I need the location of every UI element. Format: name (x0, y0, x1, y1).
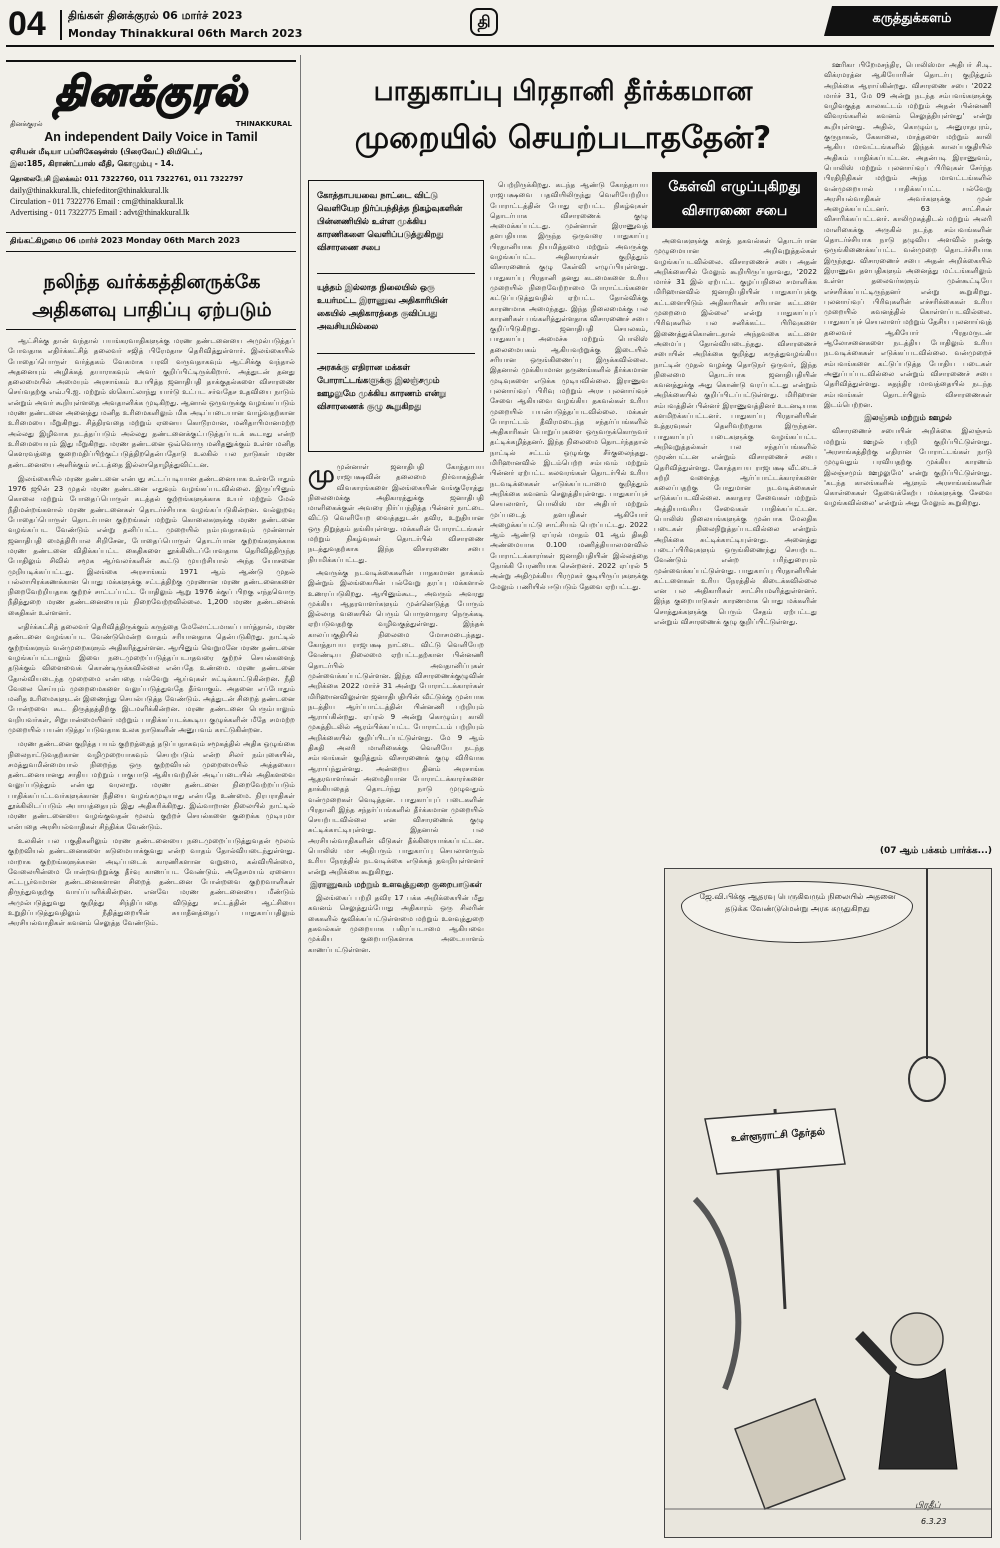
editorial-body (8, 336, 295, 1538)
kicker-line2: விசாரணை சபை (681, 203, 788, 219)
cartoon-noose (909, 1057, 945, 1101)
cartoon-coffin (735, 1399, 845, 1509)
cartoon-drawing (665, 869, 992, 1538)
masthead-title: தினக்குரல் (54, 68, 248, 115)
masthead-email: daily@thinakkural.lk, chiefeditor@thinakkural.lk (10, 186, 169, 195)
main-headline-line1: பாதுகாப்பு பிரதானி தீர்க்கமான (373, 76, 753, 107)
cartoon-caption: ஜே.வி.பிக்கு ஆதரவு பெருகிவரும் நிலையில் அதனை தடுக்க வேண்டுமென்று அரசு கருதுகிறது (699, 892, 896, 913)
story-col4-body: அவைகளுக்கு களத் தகவல்கள் தொடர்பான முழுமையான அறிவுறுத்தல்கள் வழங்கப்படவில்லை. விசாரணைச் சபை அதன் அறிக்கையில் மேலும் கூறியிருப்பதாவது, '2022 மார்ச் 31 இல் ஏற்பட்ட குழப்பநிலை சமாளிக்க மிரிஹானவில் ஜனாதிபதியின் பாதுகாப்புக்கு கட்டளையிடும் அதிகாரிகள் சரியான கட்டளை முறைமை இல்லை' என்று பாதுகாப்புப் பிரிவுகளில் பல சனிக்கட்ட பிரிவுகளை இணைத்துக்கொண்டதால் அந்தவகை கட்டளை அமைப்பு தோல்வியடைந்தது. விசாரணைச் சபையின் அறிக்கை குறித்து கருத்துவழங்கிய நாட்டின் முதல் வழக்கு தொடுநர் ஒருவர், இந்த நிலைமை தொடர்பாக ஜனாதிபதியின் கவனத்துக்கு அது கொண்டு வரப்பட்டது என்றும் அறிக்கையில் குறிப்பிடப்பட்டுள்ளது. மிரிஹான சம்பவத்தின் பின்னர் இராணுவத்தினர் உடனடியாக களமிறக்கப்பட்டனர். பாதுகாப்பு பிரதானியின் உத்தரவுகள் தெளிவற்றதாக இருந்தன. பாதுகாப்புப் படைகளுக்கு வழங்கப்பட்ட அறிவுறுத்தல்கள் பல சந்தர்ப்பங்களில் முரண்பட்டன என்றும் விசாரணைச் சபை தெரிவித்துள்ளது. கோத்தாபய ராஜபக்ஷ வீட்டைச் சுற்றி வளைத்த ஆர்ப்பாட்டக்காரர்களை கலைப்பதற்கு போதுமான நடவடிக்கைகள் எடுக்கப்படவில்லை. சுகாதார சேவைகள் மற்றும் அத்தியாவசிய சேவைகள் பாதிக்கப்பட்டன. பொலிஸ் நிலையங்களுக்கு முன்பாக மேலதிக படைகள் நிலைநிறுத்தப்படவில்லை என்றும் அறிக்கை சுட்டிக்காட்டியுள்ளது. அனைத்து படைப்பிரிவுகளும் ஒருங்கிணைந்து செயற்பட வேண்டும் என்ற பரிந்துரையும் முன்வைக்கப்பட்டுள்ளது. பாதுகாப்பு பிரதானியின் கட்டளைகள் உரிய நேரத்தில் கிடைக்கவில்லை என பல அதிகாரிகள் சாட்சியமளித்துள்ளனர். இந்த குறைபாடுகள் காரணமாக பொது மக்களின் சொத்துக்களுக்கு பெரும் சேதம் ஏற்பட்டது என்றும் விசாரணைக் குழு குறிப்பிட்டுள்ளது. (654, 236, 817, 626)
cartoon-signature: பிரதீப் (915, 1501, 941, 1511)
cartoon-figure-body (879, 1369, 957, 1469)
page-header (0, 0, 1000, 50)
masthead-publisher: ஏசியன் மீடியா பப்ளிகேஷன்ஸ் (பிரைவேட்) லிமிடெட், (10, 147, 203, 156)
masthead (6, 60, 296, 262)
cartoon-tree (695, 1199, 738, 1389)
header-rule (6, 45, 994, 47)
subhead-intelligence: இராணுவம் மற்றும் உளவுத்துறை குறைபாடுகள் (310, 879, 482, 889)
editorial-paragraph-2: இலங்கையில் மரண தண்டனை என்பது சட்டப்படியான தண்டனையாக உள்ளபோதும் 1976 ஜூன் 23 முதல் மரண தண்டனை எதுவும் வழங்கப்படவில்லை. இருப்பினும் கொலை மற்றும் போதைப்பொருள் கடத்தல் குற்றங்களுக்காக உயர் மற்றும் மேல் நீதிமன்றங்களால் மரண தண்டனைகள் தொடர்ச்சியாக வழங்கப்படுகின்றன. வல்லுறவு போதைப்பொருள் தொடர்பான குற்றங்கள் மற்றும் கொலைகளுக்கு மரண தண்டனை வழங்கப்பட வேண்டும் என்று தனிப்பட்ட முறையில் நம்புவதாகவும் முன்னாள் ஜனாதிபதி மைத்திரிபால சிறிசேன, போதைப்பொருள் தொடர்பான குற்றங்களுக்காக மரண தண்டனை விதிக்கப்பட்ட கைதிகளை தூக்கிலிடப்போவதாக தெரிவித்திருந்த போதிலும் சிவில் சமூக ஆர்வலர்களின் கூட்டு முயற்சியால் அந்த யோசனை முறியடிக்கப்பட்டது. இலங்கை அரசாங்கம் 1971 ஆம் ஆண்டு முதல் பல்லாயிரக்கணக்கான பொது மக்களுக்கு சட்டத்திற்கு முரணான மரண தண்டனைகளை நிறைவேற்றியதாக குற்றச் சாட்டப்பட்ட போதிலும் ஆறு 1976 க்குப் பிறகு எந்தவொரு நீதித்துறை மரண தண்டனையையும் நிறைவேற்றவில்லை. 1,200 மரண தண்டனைக் கைதிகள் உள்ளனர். (8, 473, 295, 617)
masthead-phone: தொலைபேசி இலக்கம்: 011 7322760, 011 7322761, 011 7322797 (10, 175, 244, 183)
editorial-headline-box (6, 268, 296, 330)
pull-quote-1: கோத்தாபயவை நாட்டை விட்டு வெளியேற நிர்ப்பந்தித்த நிகழ்வுகளின் பின்னணியில் உள்ள முக்கிய காரணிகளை வெளிப்படுத்துகிறது விசாரணை சபை (317, 190, 463, 252)
pull-quote-divider-2 (317, 353, 475, 354)
kicker-line1: கேள்வி எழுப்புகிறது (668, 179, 801, 195)
cartoon (664, 868, 992, 1538)
header-date-english: Monday Thinakkural 06th March 2023 (68, 27, 303, 40)
editorial-paragraph-1: ஆட்சிக்கு தான் வந்தால் பயங்கரவாதிகளுக்கு மரண தண்டனையை அமுல்படுத்தப் போவதாக எதிர்க்கட்சித் தலைவர் சஜித் பிரேமதாச தெரிவித்துள்ளார். இலங்கையில் போதைப்பொருள் வர்த்தகம் வேகமாக பரவி வருவதாகவும் ஆட்சிக்கு வந்தால் அதனையும் அழிக்கத் தயாராகவும் அவர் குறிப்பிட்டிருக்கிறார். அத்துடன் தனது தலைமையில் அமையும் அரசாங்கம் உபயித்த ஜனாதிபதி தாக்குதல்களை விசாரணை செய்வதற்கு எவ்.பி.ஐ. மற்றும் ஸ்கொட்லாந்து யார்டு உட்பட சர்வதேச உதவியை நாடும் என்றும் அவர் கூறியுள்ளதை அவதானிக்க முடிகிறது. ஆனால் ஒருவருக்கு வழங்கப்படும் மரண தண்டனை அனைத்து மனித உரிமைகளிலும் மிக அடிப்படையான வாழ்வதற்கான உரிமையை மீறுகிறது. சித்திரவதை மற்றும் ஏனைய கொடூரமான, மனிதாபிமானமற்ற அல்லது இழிவாக நடத்தப்படும் அல்லது தண்டனைக்குட்படுத்தப்படக் கூடாது என்ற உரிமையையும் இது மீறுகிறது. மரண தண்டனை ஒவ்வொரு மனிதனுக்கும் உள்ள மனித கௌரவத்தை குறைமதிப்பிற்குட்படுத்திறதென்பதோடு உலகில் பல நாடுகள் மரண தண்டனையை அளிக்கும் சட்டத்தை இல்லாதொழித்துவிட்டன. (8, 336, 295, 469)
subhead-corruption: இலஞ்சம் மற்றும் ஊழல் (864, 413, 952, 423)
story-col3-body: பெற்றிருக்கிறது. கடந்த ஆண்டு கோத்தாபய ராஜபக்ஷவை பதவியிலிருந்து வெளியேற்றிய போராட்டத்தின் போது ஏற்பட்ட நிகழ்வுகள் தொடர்பாக விசாரணைக் குழு அமைக்கப்பட்டது. முன்னாள் இராணுவத் தளபதியாக இருந்த ஒருவரை பாதுகாப்பு பிரதானியாக நியமித்தமை மற்றும் அவருக்கு வழங்கப்பட்ட அதிகாரங்கள் குறித்தும் விசாரணைக் குழு கேள்வி எழுப்பியுள்ளது. பாதுகாப்பு பிரதானி தனது கடமைகளை உரிய முறையில் நிறைவேற்றாமை போராட்டங்களை கட்டுப்படுத்துவதில் ஏற்பட்ட தோல்விக்கு காரணமாக அமைந்தது. இந்த நிலைமைக்கு பல காரணிகள் பங்களித்துள்ளதாக விசாரணைச் சபை குறிப்பிடுகிறது. ஜனாதிபதி செயலகம், பாதுகாப்பு அமைச்சு மற்றும் பொலிஸ் தலைமையகம் ஆகியவற்றுக்கு இடையில் சரியான ஒருங்கிணைப்பு இருக்கவில்லை. இதனால் முக்கியமான தருணங்களில் தீர்க்கமான முடிவுகளை எடுக்க முடியவில்லை. இராணுவ புலனாய்வுப் பிரிவு மற்றும் அரச புலனாய்வுச் சேவை ஆகியவை வழங்கிய தகவல்கள் உரிய முறையில் பயன்படுத்தப்படவில்லை. மக்கள் போராட்டம் தீவிரமடைந்த சந்தர்ப்பங்களில் அதிகாரிகள் பொறுப்புகளை ஒருவருக்கொருவர் தட்டிக்கழித்தனர். இந்த நிலைமை தொடர்ந்ததால் நாட்டில் சட்டம் ஒழுங்கு சீர்குலைந்தது. மிரிஹானவில் இடம்பெற்ற சம்பவம் மற்றும் பின்னர் ஏற்பட்ட கலவரங்கள் தொடர்பில் உரிய நடவடிக்கைகள் எடுக்கப்படாமை குறித்தும் அறிக்கை கவனம் செலுத்தியுள்ளது. பாதுகாப்புச் செயலாளர், பொலிஸ் மா அதிபர் மற்றும் முப்படைத் தளபதிகள் ஆகியோர் அழைக்கப்பட்டு சாட்சியம் பெறப்பட்டது. 2022 ஆம் ஆண்டு ஏப்ரல் மாதம் 01 ஆம் திகதி அண்மையாக 0.100 மணித்தியாலமளவில் போராட்டக்காரர்கள் ஜனாதிபதியின் இல்லத்தை நோக்கி பேரணியாக சென்றனர். 2022 ஏப்ரல் 5 அன்று அதிமுக்கிய பிரமுகர் குடியிருப்புகளுக்கு மேலும் பணியில் ஈடுபடும் தேவை ஏற்பட்டது. (490, 180, 648, 591)
masthead-circulation: Circulation - 011 7322776 Email : cm@thinakkural.lk (10, 197, 184, 206)
story-lead (308, 462, 484, 565)
main-headline-line2: முறையில் செயற்படாததேன்? (354, 120, 772, 156)
drop-cap: மு (308, 462, 335, 488)
story-column-3 (490, 180, 648, 1538)
story-column-2 (308, 462, 484, 1538)
masthead-advertising: Advertising - 011 7322775 Email : advt@thinakkural.lk (10, 208, 190, 217)
editorial-paragraph-5: உலகின் பல பகுதிகளிலும் மரண தண்டனையை நடைமுறைப்படுத்துவதன் மூலம் குற்றவியல் தண்டனைகளை கடுமையாக்குவது என்ற வாதம் தோல்வியடைந்துள்ளது. மாறாக குற்றங்களுக்கான அடிப்படைக் காரணிகளான வறுமை, கல்வியின்மை, வேலையின்மை போன்றவற்றுக்கு தீர்வு காணப்பட வேண்டும். அதேசமயம் ஏனைய சட்டபூர்வமான தண்டனைகளான சிறைத் தண்டனை போன்றவை குற்றவாளிகள் திருந்துவதற்கு வாய்ப்பளிக்கின்றன. எனவே மரண தண்டனையை மீண்டும் அமுல்படுத்துவது குறித்து சிந்திப்பதை விடுத்து சட்டத்தின் ஆட்சியை உறுதிப்படுத்துவதிலும் நீதித்துறையின் சுயாதீனத்தைப் பாதுகாப்பதிலும் அரசியல்வாதிகள் கவனம் செலுத்த வேண்டும். (8, 835, 295, 928)
cartoon-figure-head (891, 1313, 943, 1365)
story-col5-body: ஊரிகா பிறேமசந்திர, பொலிஸ்மா அதிபர் சி.டி. விக்ரமரத்ன ஆகியோரின் தொடர்பு குறித்தும் அறிக்கை ஆராய்கின்றது. விசாரணை சபை '2022 மார்ச் 31, மே 09 அன்று நடந்த சம்பவங்களுக்கு வழிவகுத்த காலகட்டம் மற்றும் அதன் பின்னணி விவரங்களில் கவனம் செலுத்தியுள்ளது' என்று கூறியுள்ளது. அதில், கொழும்பு, அனுராதபுரம், குருநாகல், கேகாலை, மாத்தளை மற்றும் காலி ஆகிய மாவட்டங்களில் இந்தக் காலப்பகுதியில் அதிகம் பாதிக்கப்பட்டன. அதன்படி இராணுவம், பொலிஸ் மற்றும் புலனாய்வுப் பிரிவுகள் சேர்ந்த பிரதிநிதிகள் மற்றும் அந்த மாவட்டங்களில் வன்முறையால் பாதிக்கப்பட்ட பல்வேறு அரசியல்வாதிகள் அவர்களுக்கு முன் அழைக்கப்பட்டனர். 63 சாட்சிகள் விசாரிக்கப்பட்டனர். காலிமுகத்திடல் மற்றும் அலரி மாளிகைக்கு அருகில் நடந்த சம்பவங்களின் தொடர்ச்சியாக நாடு தழுவிய அளவில் நன்கு ஒருங்கிணைக்கப்பட்ட வன்முறை தொடர்ச்சியாக இருந்தது. விசாரணைச் சபை அதன் அறிக்கையில் இராணுவ தளபதிகளும் அனைத்து மட்டங்களிலும் உள்ள தலைவர்களும் முன்கூட்டியே எச்சரிக்கப்பட்டிருந்தனர் என்று கூறுகிறது. புலனாய்வுப் பிரிவுகளின் எச்சரிக்கைகள் உரிய முறையில் கவனத்தில் கொள்ளப்படவில்லை. பாதுகாப்புச் செயலாளர் மற்றும் தேசிய புலனாய்வுத் தலைவர் ஆகியோர் பிரதமருடன் ஆலோசனைகளை நடத்திய போதிலும் உரிய நடவடிக்கைகள் எடுக்கப்படவில்லை. வன்முறைச் சம்பவங்களை கட்டுப்படுத்த போதிய படைகள் அனுப்பப்படவில்லை என்றும் விசாரணைச் சபை தெரிவித்துள்ளது. சுதந்திர மாவத்தையில் நடந்த சம்பவங்கள் தொடர்பிலும் விசாரணைகள் இடம்பெற்றன. (824, 60, 992, 409)
section-logo-mark: தி (470, 8, 498, 36)
masthead-small-left: தினக்குரல் (10, 120, 43, 128)
section-label: கருத்துக்களம் (872, 11, 952, 26)
editorial-headline: நலிந்த வர்க்கத்தினருக்கே அதிகளவு பாதிப்பு ஏற்படும் (32, 271, 272, 321)
story-col2-tail: இலங்கைப் பற்றி தவிர 17 பக்க அறிக்கையின் மீது கவனம் செலுத்தும்போது அதிகாரம் ஒரு சிலரின் கைகளில் குவிக்கப்பட்டுள்ளமை மற்றும் உளவுத்துறை தகவல்கள் முறையாக பகிரப்படாமை ஆகியவை முக்கிய குறைபாடுகளாக அடையாளம் காணப்பட்டுள்ளன. (308, 893, 484, 954)
masthead-tagline: An independent Daily Voice in Tamil (44, 130, 258, 144)
story-lead-text: முன்னாள் ஜனாதிபதி கோத்தாபய ராஜபக்ஷவின் தலைமை நிர்வாகத்தின் விவகாரங்களை இலங்கையின் வங்குரோத்து நிலைமைக்கு அதிகாரத்துக்கு ஜனாதிபதி மாளிகைக்குள் அவரை நிர்ப்பந்தித்த பின்னர் நாட்டை விட்டு வெளியேற வைத்ததுடன் தவிர, உறுதியான ஒரு நிறுத்தம் தங்கியுள்ளது. மக்களின் போராட்டங்கள் மற்றும் நிகழ்வுகள் தொடர்பில் விசாரணை நடத்துவதற்காக இந்த விசாரணை சபை நியமிக்கப்பட்டது. (308, 462, 484, 564)
editorial-paragraph-4: மரண தண்டனை குறித்த பயம் குற்றத்தைத் தடுப்பதாகவும் சமூகத்தில் அதிக ஒழுங்கை நிலைநாட்டுவதற்கான வழிமுறையாகவும் செயற்படும் என்ற சிலர் நம்புகையில், சமத்துவமின்மையால் நிறைந்த ஒரு குற்றவியல் முறைமையில் அத்தகைய தண்டனையானது சாதிய மற்றும் பாகுபாடு ஆகியவற்றின் அடிப்படையில் அதிகளவை வலுப்படுத்தும் என்பது வரலாறு. மரண தண்டனை நிறைவேற்றப்படும் பாதிக்கப்பட்டவர்களுக்கான நீதியை வழங்கமுடியாது என்பதே உண்மை. நிரபராதிகள் தூக்கிலிடப்படும் அபாயத்தையும் இது அதிகரிக்கிறது. இவ்வாறான நிலையில் நாட்டில் மரண தண்டனையை வழங்குவதன் மூலம் குற்றச் செயல்களை குறைக்க முடியுமா என்பதை அரசியல்வாதிகள் சிந்திக்க வேண்டும். (8, 739, 295, 831)
masthead-address: இல:185, கிராண்ட்பாஸ் வீதி, கொழும்பு - 14. (10, 159, 174, 168)
editorial-paragraph-3: எதிர்க்கட்சித் தலைவர் தெரிவித்திருக்கும் கருத்தை மேலோட்டமாகப் பார்த்தால், மரண தண்டனை வழங்கப்பட வேண்டுமென்ற வாதம் சரியானதாக தென்படுகிறது. நாட்டில் குற்றங்களும் வன்முறைகளும் அதிகரித்துள்ளன. ஆயினும் வெறுமனே மரண தண்டனை வழங்கப்பட்டாலும் இவை நடைமுறைப்படுத்தப்படாதவரை குற்றச் செயல்களைத் தடுக்கும் விளைவைக் கொண்டிருக்கவில்லை என்பதே உண்மை. மரண தண்டனை தோல்வியடைந்த முறைமை என்பதை பல்வேறு ஆய்வுகள் சுட்டிக்காட்டுகின்றன. நீதி வேலை செய்யும் முறைமைகளை வலுப்படுத்துவதே தீர்வாகும். அதனை எப்போதும் மனித உரிமைகளுடன் இணைந்து செயல்படுத்த வேண்டும். அத்துடன் சிறைத் தண்டனை போன்றவை கூட திருத்தத்திற்கு இடமளிக்கின்றன. மரண தண்டனை பெரும்பாலும் வறியவர்கள், சிறுபான்மையினர் மற்றும் பாதிக்கப்படக்கூடிய குழுக்களின் மீதே சமமற்ற முறையில் பயன்படுத்தப்படுவதாக உலக நாடுகளின் அனுபவம் காட்டுகின்றன. (8, 622, 295, 734)
story-col2-body: அவருக்கு நடவடிக்கைகளின் பாதகமான தாக்கம் இன்றும் இலங்கையின் பல்வேறு தரப்பு மக்களால் உணரப்படுகிறது. ஆயினும்கூட, அவரும் அவரது முக்கிய ஆதரவாளர்களும் முன்னெடுத்த போரும் இல்லாத வகையில் பெரும் பொருளாதார நெருக்கடி ஏற்படுவதற்கு வழிவகுத்துள்ளது. இந்தக் காலப்பகுதியில் நிலைமை மோசமடைந்தது. கோத்தாபய ராஜபக்ஷ நாட்டை விட்டு வெளியேற வேண்டிய நிலைமை ஏற்பட்டதற்கான பின்னணி தொடர்பில் அவதானிப்புகள் முன்வைக்கப்பட்டுள்ளன. இந்த விசாரணைக்குழுவின் அறிக்கை 2022 மார்ச் 31 அன்று போராட்டக்காரர்கள் மிரிஹானவிலுள்ள ஜனாதிபதியின் வீட்டுக்கு முன்பாக நடத்திய ஆர்ப்பாட்டத்தின் பின்னணி பற்றியும் ஆராய்கின்றது. ஏப்ரல் 9 அன்று கொழும்பு காலி முகத்திடலில் ஆரம்பிக்கப்பட்ட போராட்டம் பற்றியும் அறிக்கையில் குறிப்பிடப்பட்டுள்ளது. மே 9 ஆம் திகதி அலரி மாளிகைக்கு வெளியே நடந்த சம்பவங்கள் குறித்தும் விசாரணைக் குழு விரிவாக ஆராய்ந்துள்ளது. அன்றைய தினம் அரசாங்க ஆதரவாளர்கள் அமைதியான போராட்டக்காரர்களை தாக்கியதைத் தொடர்ந்து நாடு முழுவதும் வன்முறைகள் வெடித்தன. பாதுகாப்புப் படைகளின் பிரதானி இந்த சந்தர்ப்பங்களில் தீர்க்கமான முறையில் செயற்படவில்லை என விசாரணைக் குழு சுட்டிக்காட்டியுள்ளது. இதனால் பல அரசியல்வாதிகளின் வீடுகள் தீக்கிரையாக்கப்பட்டன. பொலிஸ் மா அதிபரும் பாதுகாப்பு செயலாளரும் உரிய நேரத்தில் நடவடிக்கை எடுக்கத் தவறியுள்ளனர் என்று அறிக்கை கூறுகிறது. (308, 567, 484, 876)
pull-quote-divider-1 (317, 273, 475, 274)
masthead-small-right: THINAKKURAL (235, 120, 292, 128)
column-divider-left (300, 55, 301, 1540)
cartoon-sign-text: உள்ளூராட்சி தேர்தல் (730, 1126, 826, 1145)
pull-quote-3: அரசுக்கு எதிரான மக்கள் போராட்டங்களுக்கு இலஞ்சமும் ஊழலுமே முக்கிய காரணம் என்று விசாரணைக் குழு கூறுகிறது (317, 362, 447, 411)
pull-quote-2: யுத்தம் இல்லாத நிலையில் ஒரு உயர்மட்ட இராணுவ அதிகாரியின் கையில் அதிகாரத்தை குவிப்பது அவசியமில்லை (317, 282, 448, 331)
continued-note: (07 ஆம் பக்கம் பார்க்க...) (879, 846, 992, 856)
story-column-5 (824, 60, 992, 838)
header-divider (60, 10, 62, 40)
masthead-dateline: திங்கட்கிழமை 06 மார்ச் 2023 Monday 06th March 2023 (10, 236, 241, 245)
page-number: 04 (8, 5, 46, 43)
story-col5-tail: விசாரணைச் சபையின் அறிக்கை இலஞ்சம் மற்றும் ஊழல் பற்றி குறிப்பிட்டுள்ளது. 'அரசாங்கத்திற்கு எதிரான போராட்டங்கள் நாடு முழுவதும் பரவியதற்கு முக்கிய காரணம் இலஞ்சமும் ஊழலுமே' என்று குறிப்பிட்டுள்ளது. 'கடந்த காலங்களில் ஆளும் அரசாங்கங்களின் கொள்கைகள் தேவைக்கேற்ப மக்களுக்கு சேவை வழங்கவில்லை' என்றும் அது மேலும் கூறுகிறது. (824, 426, 992, 508)
header-date-tamil: திங்கள் தினக்குரல் 06 மார்ச் 2023 (68, 9, 243, 22)
cartoon-date: 6.3.23 (921, 1517, 947, 1526)
pull-quote-box (308, 180, 484, 452)
